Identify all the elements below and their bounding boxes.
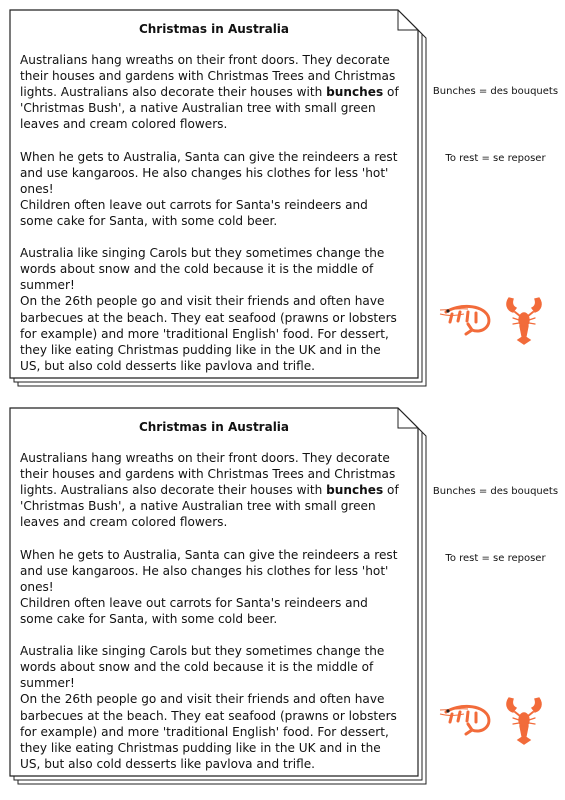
paragraph-decorations: Australians hang wreaths on their front doors. They decorate their houses and gardens with Christmas Trees and Christmas lights. Australians also decorate their houses with bunches of 'Christmas Bush', a native Australian tree with small green leaves and cream colored flowers. [20,451,399,530]
vocab-note-rest: To rest = se reposer [445,553,546,564]
card-body [20,450,414,772]
lobster-icon [503,294,545,350]
vocab-note-rest: To rest = se reposer [445,153,546,164]
paragraph-decorations: Australians hang wreaths on their front doors. They decorate their houses and gardens with Christmas Trees and Christmas lights. Australians also decorate their houses with bunches of 'Christmas Bush', a native Australian tree with small green leaves and cream colored flowers. [20,53,399,132]
card-title: Christmas in Australia [138,22,290,36]
lesson-card-bottom [10,408,418,776]
paragraph-carols-food: Australia like singing Carols but they sometimes change the words about snow and the cold because it is the middle of summer! On the 26th people go and visit their friends and often have barbecues at the beach. They eat seafood (prawns or lobsters for example) and more 'traditional English' food. For dessert, they like eating Christmas pudding like in the UK and in the US, but also cold desserts like pavlova and trifle. [20,644,397,771]
keyword-bunches: bunches [326,85,384,100]
prawn-icon [438,300,498,344]
prawn-icon [438,700,498,744]
keyword-bunches: bunches [326,483,384,498]
paragraph-santa: When he gets to Australia, Santa can give the reindeers a rest and use kangaroos. He also changes his clothes for less 'hot' ones! Children often leave out carrots for Santa's reindeers and some cake for Santa, with some cold beer. [20,547,398,626]
paragraph-santa: When he gets to Australia, Santa can give the reindeers a rest and use kangaroos. He also changes his clothes for less 'hot' ones! Children often leave out carrots for Santa's reindeers and some cake for Santa, with some cold beer. [20,149,398,228]
lobster-icon [503,694,545,750]
card-title: Christmas in Australia [138,420,290,434]
vocab-note-bunches: Bunches = des bouquets [432,86,559,97]
card-body [20,52,414,374]
paragraph-carols-food: Australia like singing Carols but they sometimes change the words about snow and the cold because it is the middle of summer! On the 26th people go and visit their friends and often have barbecues at the beach. They eat seafood (prawns or lobsters for example) and more 'traditional English' food. For dessert, they like eating Christmas pudding like in the UK and in the US, but also cold desserts like pavlova and trifle. [20,246,397,373]
vocab-note-bunches: Bunches = des bouquets [432,486,559,497]
lesson-card-top [10,10,418,378]
